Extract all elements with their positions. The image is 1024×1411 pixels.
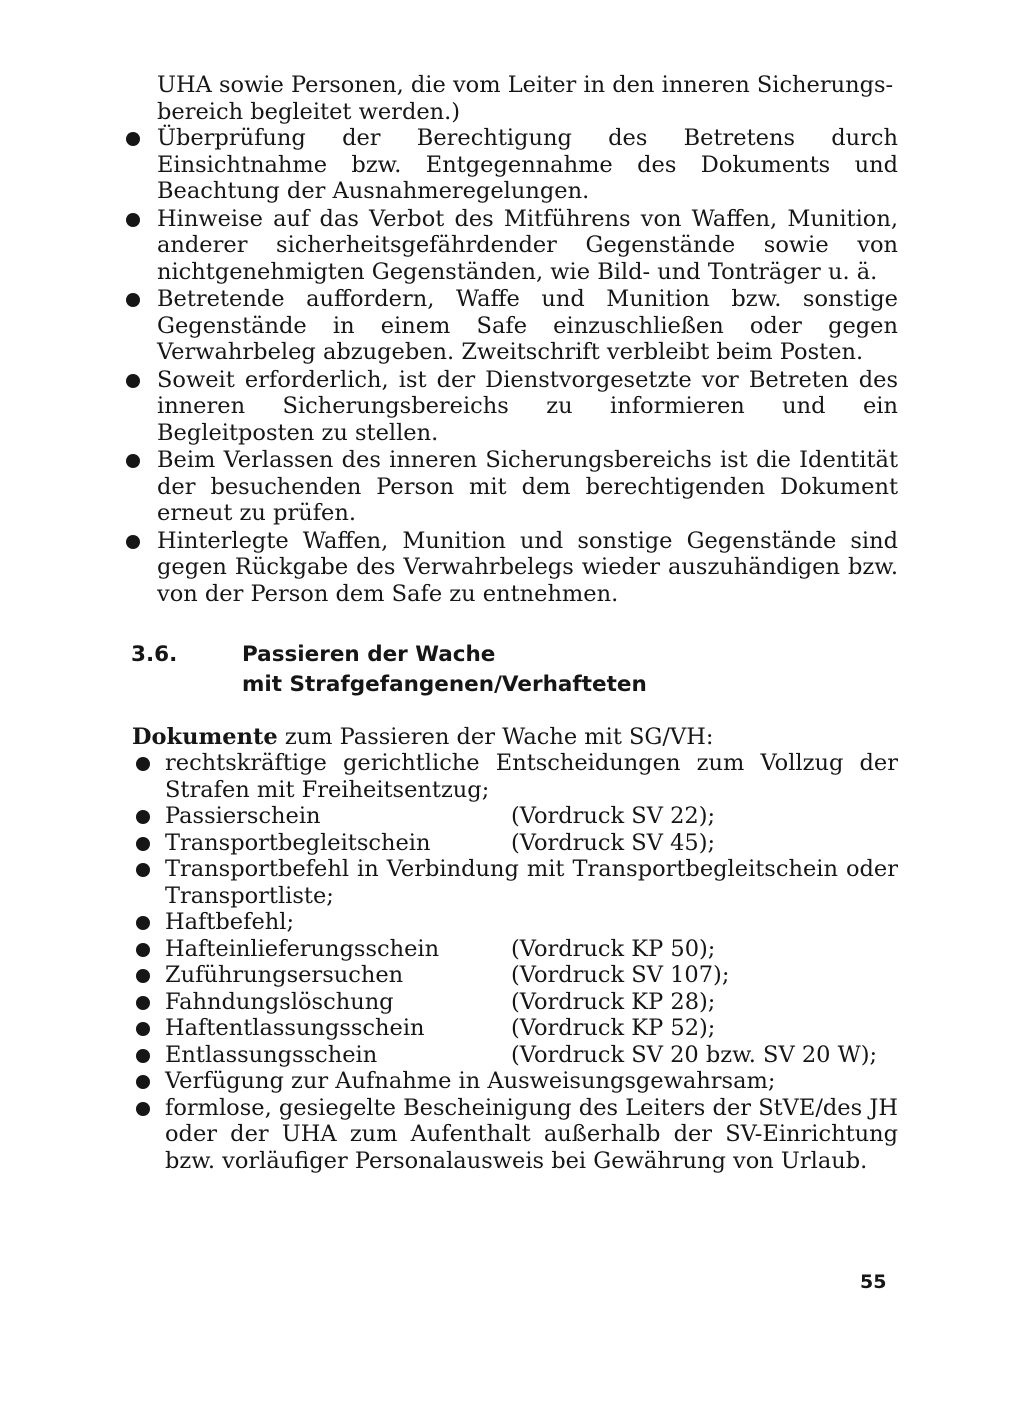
bullet-dot-icon [136,996,150,1010]
document-name: Zuführungsersuchen [165,962,404,988]
documents-intro [132,724,892,751]
section-title-line: Passieren der Wache [242,642,496,667]
list-item [126,367,898,447]
form-reference: (Vordruck KP 28); [511,988,716,1015]
list-item [136,856,898,909]
list-item [136,936,898,963]
document-name: Haftbefehl; [165,909,295,935]
bullet-dot-icon [126,132,140,146]
form-reference: (Vordruck SV 45); [511,829,716,856]
documents-list [136,750,898,1174]
bullet-dot-icon [136,1102,150,1116]
section-number: 3.6. [131,642,178,667]
section-title-line: mit Strafgefangenen/Verhafteten [242,672,647,697]
continuation-line: UHA sowie Personen, die vom Leiter in den inneren Sicherungs- [157,72,894,98]
documents-intro-bold: Dokumente [132,724,278,750]
form-reference: (Vordruck SV 22); [511,803,716,829]
document-name: Entlassungsschein [165,1041,378,1068]
section-title [242,640,842,700]
list-item-text: Betretende auffordern, Waffe und Munition bzw. sonstige Gegenstände in einem Safe einzuschließen oder gegen Verwahrbeleg abzugeben. Zweitschrift verbleibt beim Posten. [157,286,898,365]
list-item-text: Überprüfung der Berechtigung des Betretens durch Einsichtnahme bzw. Entgegennahme des Dokuments und Beachtung der Ausnahmeregelungen. [157,125,898,204]
document-name: Verfügung zur Aufnahme in Ausweisungsgewahrsam; [165,1068,776,1094]
list-item [136,1095,898,1175]
form-reference: (Vordruck SV 20 bzw. SV 20 W); [511,1041,878,1068]
list-item [126,528,898,608]
document-name: formlose, gesiegelte Bescheinigung des Leiters der StVE/des JH oder der UHA zum Aufenthalt außerhalb der SV-Einrichtung bzw. vorläufiger Personalausweis bei Gewährung von Urlaub. [165,1094,898,1174]
bullet-dot-icon [126,374,140,388]
bullet-dot-icon [136,810,150,824]
document-name: Fahndungslöschung [165,988,394,1015]
list-item-text: Beim Verlassen des inneren Sicherungsbereichs ist die Identität der besuchenden Person mit dem berechtigenden Dokument erneut zu prüfen. [157,447,898,526]
bullet-dot-icon [136,757,150,771]
bullet-dot-icon [126,454,140,468]
bullet-dot-icon [126,293,140,307]
bullet-dot-icon [136,1049,150,1063]
list-item-text: Hinterlegte Waffen, Munition und sonstige Gegenstände sind gegen Rückgabe des Verwahrbelegs wieder auszuhändigen bzw. von der Person dem Safe zu entnehmen. [157,527,898,607]
list-item [126,206,898,286]
bullet-dot-icon [136,969,150,983]
list-item [136,1042,898,1069]
bullet-dot-icon [136,1022,150,1036]
document-name: Transportbefehl in Verbindung mit Transportbegleitschein oder Transportliste; [165,856,898,909]
document-name: Transportbegleitschein [165,829,431,856]
bullet-dot-icon [136,916,150,930]
list-item [136,1015,898,1042]
list-item [136,909,898,936]
list-item [126,286,898,366]
list-item [136,962,898,989]
bullet-dot-icon [136,943,150,957]
list-item [136,989,898,1016]
continuation-line: bereich begleitet werden.) [157,98,461,125]
bullet-dot-icon [136,1075,150,1089]
bullet-dot-icon [126,535,140,549]
form-reference: (Vordruck SV 107); [511,962,730,988]
list-item [126,447,898,527]
list-item [136,830,898,857]
document-name: Passierschein [165,803,321,829]
document-name: Haftentlassungsschein [165,1015,425,1041]
documents-intro-text: zum Passieren der Wache mit SG/VH: [277,724,714,750]
list-item [136,1068,898,1095]
document-name: Hafteinlieferungsschein [165,935,440,962]
bullet-dot-icon [136,863,150,877]
procedure-bullet-list [126,125,898,607]
bullet-dot-icon [136,837,150,851]
document-name: rechtskräftige gerichtliche Entscheidungen zum Vollzug der Strafen mit Freiheitsentzug; [165,750,898,803]
page-number: 55 [860,1271,887,1293]
bullet-dot-icon [126,213,140,227]
form-reference: (Vordruck KP 50); [511,935,716,962]
list-item-text: Hinweise auf das Verbot des Mitführens von Waffen, Munition, anderer sicherheitsgefährdender Gegenstände sowie von nichtgenehmigten Gegenständen, wie Bild- und Tonträger u. ä. [157,205,898,285]
list-item-text: Soweit erforderlich, ist der Dienstvorgesetzte vor Betreten des inneren Sicherungsbereichs zu informieren und ein Begleitposten zu stellen. [157,366,898,446]
form-reference: (Vordruck KP 52); [511,1015,716,1041]
list-item [136,803,898,830]
continuation-paragraph [157,72,897,125]
list-item [136,750,898,803]
list-item [126,125,898,205]
